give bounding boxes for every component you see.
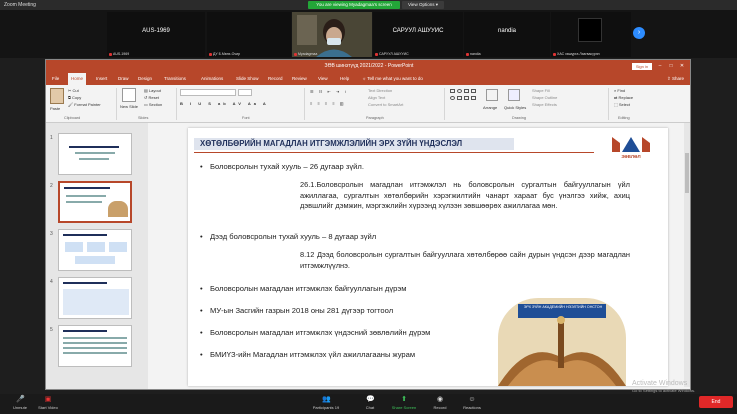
select-icon: ⬚ [614,102,619,107]
select-button[interactable]: ⬚ Select [614,102,631,107]
smiley-icon: ☺ [468,396,476,403]
participant-tag: ХАС хөшүрга Лхагвасүрэн [553,52,600,56]
arrange-icon[interactable] [486,89,498,101]
font-format-buttons[interactable]: B I U S ab AV Aa A [180,101,269,106]
lightbulb-icon: ☼ [362,76,368,81]
ribbon-divider [444,88,445,120]
participant-tile[interactable] [551,12,631,57]
mic-muted-icon [375,53,378,56]
tab-view[interactable]: View [318,76,328,81]
thumbnail-box [87,242,105,252]
new-slide-icon[interactable] [122,88,136,102]
tell-me-search[interactable]: ☼ Tell me what you want to do [362,76,423,81]
next-participants-icon[interactable]: › [633,27,645,39]
thumbnail-line [69,146,119,148]
thumbnail-line [63,330,107,332]
format-painter-button[interactable]: 🖌 Format Painter [68,102,101,107]
participant-tile[interactable] [373,12,463,57]
shape-fill-button[interactable]: Shape Fill [532,88,550,93]
tab-animations[interactable]: Animations [201,76,224,81]
layout-button[interactable]: ▤ Layout [144,88,161,93]
thumbnail-line [63,352,127,354]
font-size-select[interactable] [238,89,252,96]
ribbon-tabs [46,73,691,85]
find-button[interactable]: ⌕ Find [614,88,626,93]
council-logo-icon [606,134,656,154]
activate-windows-subtext: Go to Settings to activate Windows. [632,388,696,393]
participant-tag: nandia [466,52,481,56]
align-text-button[interactable]: Align Text [368,95,386,100]
participant-tag: САРУУЛ АШУУИС [375,52,409,56]
layout-icon: ▤ [144,88,149,93]
record-icon: ◉ [436,396,444,403]
slide-thumbnail[interactable] [58,277,132,319]
copy-button[interactable]: ⧉ Copy [68,95,82,100]
mic-muted-icon [109,53,112,56]
font-name-select[interactable] [180,89,236,96]
thumbnail-box [63,289,129,315]
slide-scrollbar[interactable] [684,123,690,387]
thumbnail-number: 3 [50,231,53,237]
minimize-icon[interactable]: – [658,63,662,69]
participant-tile[interactable] [107,12,205,57]
shape-arrow-icon[interactable] [471,89,476,93]
video-off-icon: ▣ [44,396,52,403]
copy-icon: ⧉ [68,95,72,100]
law-books-icon [498,298,626,386]
start-video-button[interactable]: ▣ Start Video [38,396,58,410]
slides-group-label: Slides [138,116,149,120]
slide-heading: ХӨТӨЛБӨРИЙН МАГАДЛАН ИТГЭМЖЛЭЛИЙН ЭРХ ЗҮЙН ҮНДЭСЛЭЛ [194,138,514,150]
thumbnail-line [66,195,106,197]
shape-triangle-icon[interactable] [457,96,462,100]
font-group-label: Font [242,116,250,120]
tab-design[interactable]: Design [138,76,153,81]
participant-avatar [578,18,602,42]
participant-name: AUS-1969 [142,28,170,34]
activate-windows-watermark: Activate Windows [632,380,688,387]
paragraph-article-8: 8.12 Дээд боловсролын сургалтын байгууллага хөтөлбөрөө сайн дурын үндсэн дээр магадлан итгэмжлүүлнэ. [300,250,630,270]
quick-styles-icon[interactable] [508,89,520,101]
thumbnail-number: 1 [50,135,53,141]
mic-muted-icon [466,53,469,56]
thumbnail-line [63,347,127,349]
thumbnail-box [75,256,115,264]
paragraph-article-26: 26.1.Боловсролын магадлан итгэмжлэл нь боловсролын сургалтын байгууллагын үйл ажиллагаа, сургалтын хөтөлбөрийн хэрэгжилтийн чанарт хараат бус үнэлгээ хийж, ахиц дэвшлийг дэмжин, мэргэжлийн хүрээнд хүлээн зөвшөөрөх ажиллагаа мөн. [300,180,630,210]
slide-photo [498,298,626,386]
shape-oval-icon[interactable] [457,89,462,93]
editing-group-label: Editing [618,116,630,120]
ribbon [46,85,691,123]
clipboard-group-label: Clipboard [64,116,81,120]
participants-button[interactable]: 👥 Participants 19 [312,396,340,410]
thumbnail-photo [108,201,128,217]
slide-canvas[interactable] [188,128,668,386]
scissors-icon: ✂ [68,88,73,93]
powerpoint-title: ЗӨВ шинэтүүд 2021/2022 - PowerPoint [46,60,691,73]
thumbnail-number: 4 [50,279,53,285]
bullet-education-law: • Боловсролын тухай хууль – 26 дугаар зүйл. [210,162,364,172]
participant-tag: ДУ Б.Мөнх-Очир [209,52,240,56]
text-direction-button[interactable]: Text Direction [368,88,393,93]
mic-muted-icon [294,53,297,56]
arrange-button[interactable]: Arrange [483,105,498,110]
quick-styles-button[interactable]: Quick Styles [504,105,527,110]
thumbnail-line [63,337,127,339]
thumbnail-line [66,201,102,203]
record-button[interactable]: ◉ Record [433,396,447,410]
bullet-government-resolution: • МУ-ын Засгийн газрын 2018 оны 281 дүгээр тогтоол [210,306,393,316]
reset-icon: ↺ [144,95,149,100]
participant-tag: Myadagmaa [294,52,317,56]
chat-icon: 💬 [366,396,375,403]
thumbnail-line [63,282,107,284]
ribbon-divider [116,88,117,120]
slide-thumbnail[interactable] [58,133,132,175]
powerpoint-window [45,59,691,390]
shape-star-icon[interactable] [464,96,469,100]
zoom-window-title: Zoom Meeting [0,0,737,10]
shape-brace-icon[interactable] [471,96,476,100]
sign-in-button[interactable]: Sign in [632,63,652,70]
find-icon: ⌕ [614,88,618,93]
tab-help[interactable]: Help [340,76,350,81]
thumbnail-line [64,187,110,189]
section-button[interactable]: ▭ Section [144,102,163,107]
tab-insert[interactable]: Insert [96,76,108,81]
thumbnail-line [63,234,107,236]
thumbnail-number: 2 [50,183,53,189]
paste-button[interactable]: Paste [50,106,61,111]
tab-draw[interactable]: Draw [118,76,129,81]
share-screen-icon: ⬆ [401,396,407,403]
participants-icon: 👥 [322,396,331,403]
shape-outline-button[interactable]: Shape Outline [532,95,558,100]
bullet-higher-education-law: • Дээд боловсролын тухай хууль – 8 дугаар зүйл [210,232,376,242]
thumbnail-box [65,242,83,252]
close-icon[interactable]: ✕ [679,63,685,69]
participants-count: 19 [334,405,340,410]
participant-video-tile[interactable] [292,12,372,57]
thumbnail-line [75,152,115,154]
brush-icon: 🖌 [68,102,75,107]
participant-name: nandia [497,28,517,34]
view-options-button[interactable]: View Options ▾ [402,1,444,9]
chat-button[interactable]: 💬 Chat [365,396,375,410]
thumbnail-box [109,242,127,252]
convert-smartart-button[interactable]: Convert to SmartArt [368,102,404,107]
replace-button[interactable]: ⇄ Replace [614,95,634,100]
ribbon-divider [608,88,609,120]
thumbnail-number: 5 [50,327,53,333]
shape-circle-icon[interactable] [450,96,455,100]
tab-record[interactable]: Record [268,76,283,81]
maximize-icon[interactable]: □ [669,63,673,69]
section-icon: ▭ [144,102,149,107]
share-icon: ⇪ [666,76,672,81]
bullet-accreditation-charter: • Боловсролын магадлан итгэмжлэх байгууллагын дүрэм [210,284,406,294]
align-buttons[interactable]: ≡ ≡ ≡ ≡ ▥ [310,101,346,106]
slide-thumbnail-pane [46,123,148,390]
participant-video-icon [292,12,372,57]
microphone-muted-icon: 🎤 [16,396,25,403]
list-buttons[interactable]: ☰ ☷ ⇤ ⇥ ↕ [310,89,349,94]
shape-effects-button[interactable]: Shape Effects [532,102,557,107]
new-slide-button[interactable]: New Slide [120,104,139,109]
scrollbar-thumb[interactable] [685,153,689,193]
drawing-group-label: Drawing [512,116,526,120]
paste-icon[interactable] [50,88,64,104]
photo-caption: ЭРХ ЗҮЙН АКАДЕМИЙН НЭЭЛТИЙН ОНСТОН [523,305,603,309]
tab-review[interactable]: Review [292,76,307,81]
tab-file[interactable]: File [52,76,60,81]
zoom-toolbar [0,394,737,414]
thumbnail-line [79,158,109,160]
reactions-button[interactable]: ☺ Reactions [463,396,481,410]
participant-name: САРУУЛ АШУУИС [392,28,444,34]
bullet-procedure: • БМИҮЗ-ийн Магадлан итгэмжлэх үйл ажиллагааны журам [210,350,415,360]
tab-transitions[interactable]: Transitions [164,76,186,81]
bullet-council-charter: • Боловсролын магадлан итгэмжлэх үндэсний зөвлөлийн дүрэм [210,328,430,338]
mic-muted-icon [553,53,556,56]
mic-muted-icon [209,53,212,56]
tab-slide-show[interactable]: Slide Show [236,76,259,81]
end-meeting-button[interactable]: End [699,396,733,408]
participant-tag: AUS-1969 [109,52,129,56]
cut-button[interactable]: ✂ Cut [68,88,79,93]
slide-thumbnail[interactable] [58,325,132,367]
screen-share-banner: You are viewing Myadagmaa's screen [308,1,400,9]
paragraph-group-label: Paragraph [366,116,384,120]
ribbon-divider [176,88,177,120]
slide-thumbnail[interactable] [58,229,132,271]
shape-rectangle-icon[interactable] [450,89,455,93]
thumbnail-line [63,342,127,344]
logo-text: ЗӨВЛӨЛ [621,154,641,159]
participant-tile[interactable] [207,12,291,57]
ribbon-divider [304,88,305,120]
slide-thumbnail-selected[interactable] [58,181,132,223]
share-button[interactable]: ⇪ Share [666,76,684,81]
view-options-label: View Options [408,2,435,7]
shape-line-icon[interactable] [464,89,469,93]
heading-underline [194,152,594,153]
unmute-button[interactable]: 🎤 Unmute [12,396,27,410]
reset-button[interactable]: ↺ Reset [144,95,159,100]
share-screen-button[interactable]: ⬆ Share Screen [391,396,417,410]
participant-tile[interactable] [464,12,550,57]
replace-icon: ⇄ [614,95,619,100]
tab-home[interactable]: Home [68,73,86,85]
council-logo [606,134,656,164]
